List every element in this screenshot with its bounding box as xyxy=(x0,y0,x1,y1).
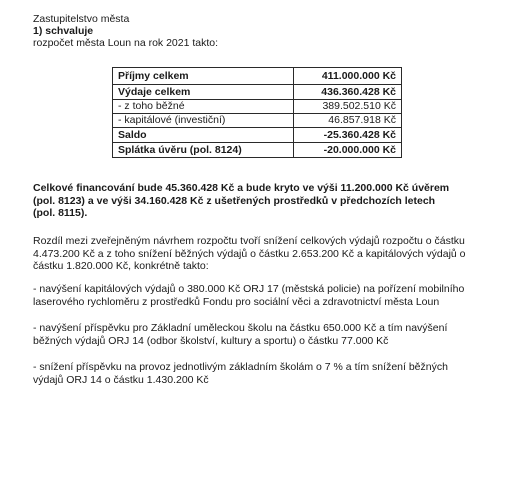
difference-paragraph xyxy=(33,235,499,273)
row-label: Saldo xyxy=(113,128,294,143)
row-label: Příjmy celkem xyxy=(113,68,294,85)
row-value: 411.000.000 Kč xyxy=(294,68,402,85)
row-label: - z toho běžné xyxy=(113,100,294,114)
table-row-current-expenses xyxy=(113,100,402,114)
row-value: -25.360.428 Kč xyxy=(294,128,402,143)
paragraph-line: - snížení příspěvku na provoz jednotlivým základním školám o 7 % a tím snížení běžných xyxy=(33,361,448,373)
row-value: 389.502.510 Kč xyxy=(294,100,402,114)
paragraph-line: částku 1.820.000 Kč, konkrétně takto: xyxy=(33,260,209,272)
budget-intro-text: rozpočet města Loun na rok 2021 takto: xyxy=(33,37,219,49)
financing-line: (pol. 8123) a ve výši 34.160.428 Kč z ušetřených prostředků v předchozích letech xyxy=(33,194,436,207)
row-value: 46.857.918 Kč xyxy=(294,114,402,128)
row-label: - kapitálové (investiční) xyxy=(113,114,294,128)
table-row-expenses xyxy=(113,85,402,100)
art-school-item-paragraph xyxy=(33,322,499,347)
table-row-income xyxy=(113,68,402,85)
budget-table xyxy=(112,67,402,158)
table-row-capital-expenses xyxy=(113,114,402,128)
table-row-loan-repayment xyxy=(113,143,402,158)
paragraph-line: laserového rychloměru z prostředků Fondu pro sociální věci a zdravotnictví města Loun xyxy=(33,295,440,308)
row-value: 436.360.428 Kč xyxy=(294,85,402,100)
financing-line: Celkové financování bude 45.360.428 Kč a bude kryto ve výši 11.200.000 Kč úvěrem xyxy=(33,182,450,194)
table-row-balance xyxy=(113,128,402,143)
schools-item-paragraph xyxy=(33,361,499,386)
paragraph-line: 4.473.200 Kč a z toho snížení běžných výdajů o částku 2.653.200 Kč a kapitálových výdajů o xyxy=(33,247,466,260)
paragraph-line: - navýšení příspěvku pro Základní uměleckou školu na částku 650.000 Kč a tím navýšení xyxy=(33,322,448,334)
approves-heading: 1) schvaluje xyxy=(33,25,94,37)
row-label: Splátka úvěru (pol. 8124) xyxy=(113,143,294,158)
row-label: Výdaje celkem xyxy=(113,85,294,100)
paragraph-line: Rozdíl mezi zveřejněným návrhem rozpočtu tvoří snížení celkových výdajů rozpočtu o částku xyxy=(33,235,465,247)
paragraph-line: výdajů ORJ 14 o částku 1.430.200 Kč xyxy=(33,373,209,386)
police-item-paragraph xyxy=(33,283,499,308)
council-heading: Zastupitelstvo města xyxy=(33,13,130,25)
financing-paragraph xyxy=(33,182,499,220)
financing-line: (pol. 8115). xyxy=(33,207,88,219)
paragraph-line: běžných výdajů ORJ 14 (odbor školství, kultury a sportu) o částku 77.000 Kč xyxy=(33,334,389,347)
resolution-intro xyxy=(33,13,493,49)
paragraph-line: - navýšení kapitálových výdajů o 380.000 Kč ORJ 17 (městská policie) na pořízení mobilního xyxy=(33,283,465,295)
row-value: -20.000.000 Kč xyxy=(294,143,402,158)
